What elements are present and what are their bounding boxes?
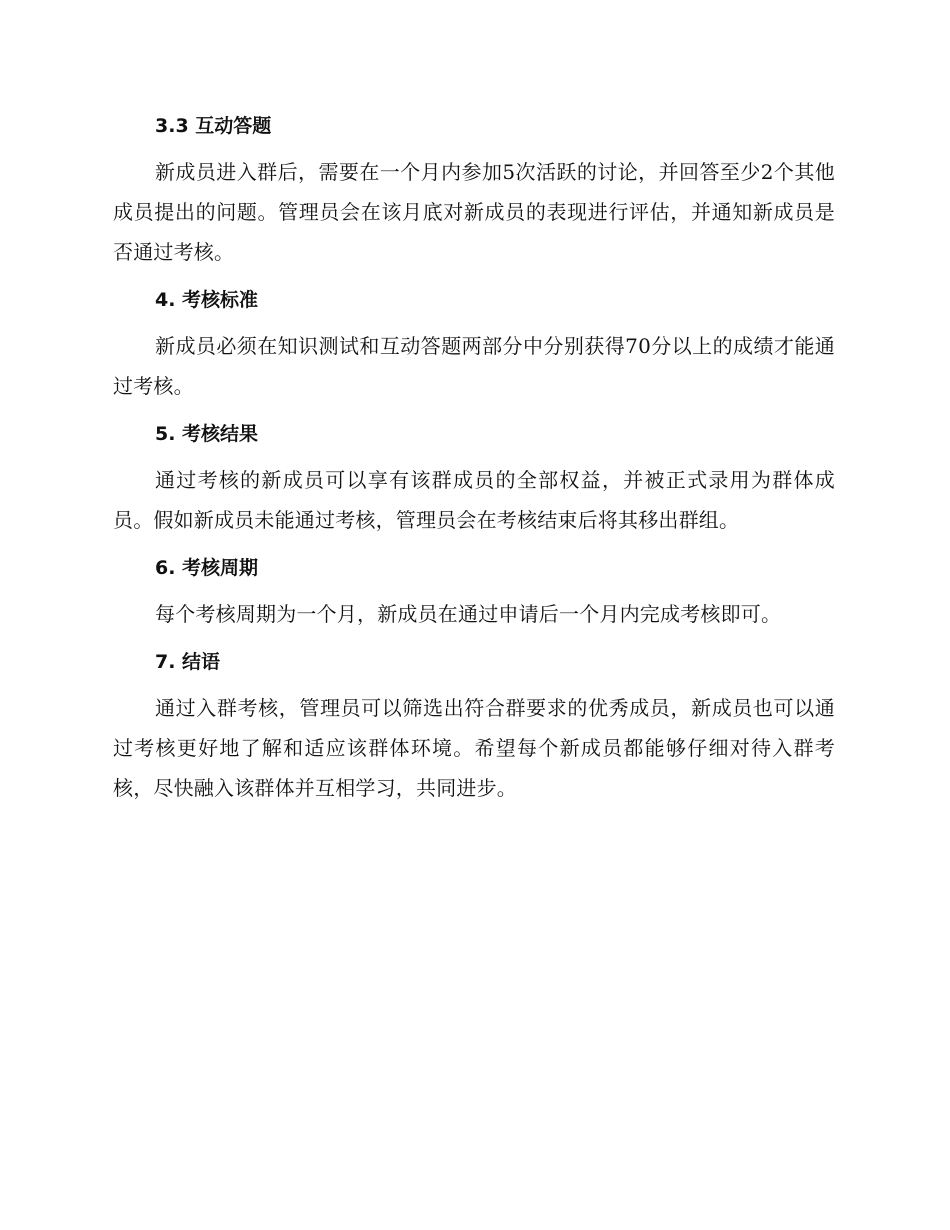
section-paragraph-5: 通过考核的新成员可以享有该群成员的全部权益，并被正式录用为群体成员。假如新成员未能通过考核，管理员会在考核结束后将其移出群组。 (113, 468, 835, 532)
section-heading-5: 5. 考核结果 (155, 423, 259, 445)
section-paragraph-4: 新成员必须在知识测试和互动答题两部分中分别获得70分以上的成绩才能通过考核。 (113, 334, 835, 398)
section-heading-3-3: 3.3 互动答题 (155, 115, 272, 137)
section-paragraph-3-3: 新成员进入群后，需要在一个月内参加5次活跃的讨论，并回答至少2个其他成员提出的问题。管理员会在该月底对新成员的表现进行评估，并通知新成员是否通过考核。 (113, 160, 835, 264)
section-paragraph-6: 每个考核周期为一个月，新成员在通过申请后一个月内完成考核即可。 (155, 602, 782, 626)
section-heading-6: 6. 考核周期 (155, 557, 259, 579)
section-heading-4: 4. 考核标准 (155, 289, 259, 311)
document-body (113, 108, 835, 818)
section-paragraph-7: 通过入群考核，管理员可以筛选出符合群要求的优秀成员，新成员也可以通过考核更好地了解和适应该群体环境。希望每个新成员都能够仔细对待入群考核，尽快融入该群体并互相学习，共同进步。 (113, 696, 835, 800)
section-heading-7: 7. 结语 (155, 651, 221, 673)
